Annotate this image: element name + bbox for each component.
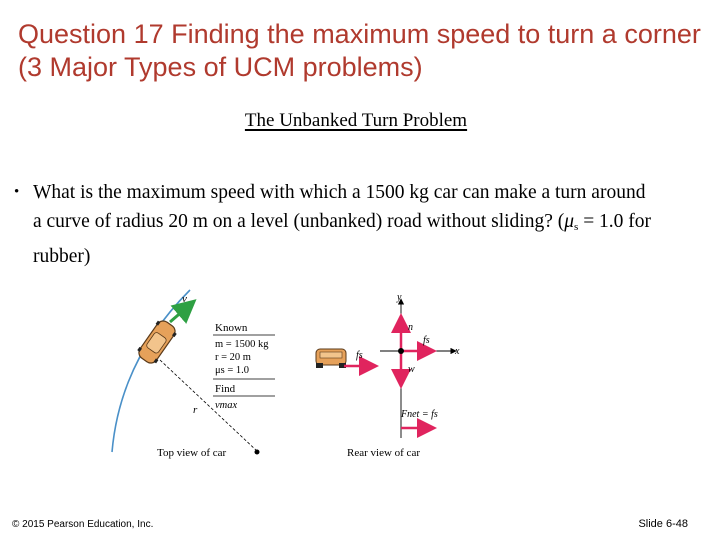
known-title: Known xyxy=(215,322,248,334)
known-line-mass: m = 1500 kg xyxy=(215,339,269,350)
car-rear-icon xyxy=(316,349,346,368)
rear-view-diagram xyxy=(316,292,460,459)
slide-title: Question 17 Finding the maximum speed to turn a corner (3 Major Types of UCM problems) xyxy=(18,19,701,82)
origin-dot xyxy=(398,348,404,354)
question-text-end: = 1.0 for rubber) xyxy=(33,211,652,267)
x-axis-label: x xyxy=(455,346,460,357)
mu-symbol: μ xyxy=(564,211,575,232)
known-line-mu: μs = 1.0 xyxy=(215,365,250,376)
y-axis-label: y xyxy=(397,292,402,303)
car-top-icon xyxy=(136,318,178,366)
mu-subscript: s xyxy=(574,221,579,233)
find-title: Find xyxy=(215,383,236,395)
radius-label: r xyxy=(193,404,198,416)
find-line: vmax xyxy=(215,400,238,411)
top-view-diagram xyxy=(112,290,275,459)
top-view-caption: Top view of car xyxy=(157,447,227,459)
net-force-label: Fnet = fs xyxy=(401,409,438,420)
normal-force-label: n xyxy=(408,322,413,333)
weight-label: w xyxy=(408,364,415,375)
question-text-main: What is the maximum speed with which a 1500 kg car can make a turn around a curve of radius 20 m on a level (unbanked) road without sliding? ( xyxy=(33,182,646,232)
rear-view-caption: Rear view of car xyxy=(347,447,420,459)
subheading-text: The Unbanked Turn Problem xyxy=(244,110,468,131)
velocity-label: v xyxy=(182,293,187,305)
copyright-footer: © 2015 Pearson Education, Inc. xyxy=(12,519,154,530)
bullet-marker: • xyxy=(14,184,20,200)
velocity-arrow xyxy=(170,303,192,322)
curve-center-dot xyxy=(255,450,260,455)
slide-number: Slide 6-48 xyxy=(638,518,688,530)
friction-label: fs xyxy=(423,335,430,346)
known-box xyxy=(213,322,275,411)
rear-fs-label: fs xyxy=(356,350,363,361)
known-line-radius: r = 20 m xyxy=(215,352,251,363)
